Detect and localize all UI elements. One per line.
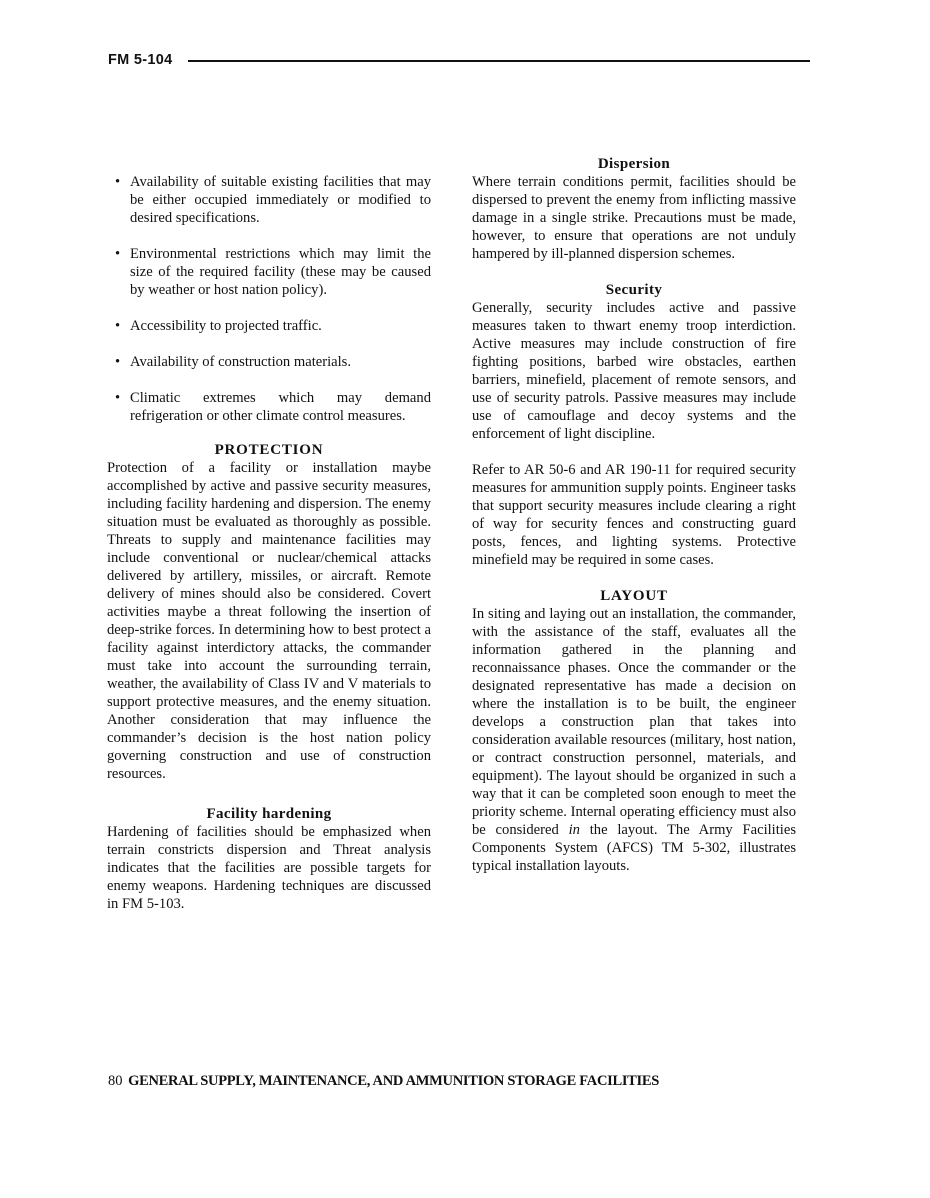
bullet-icon: • bbox=[114, 246, 121, 262]
dispersion-heading: Dispersion bbox=[597, 156, 671, 172]
list-item-text: Availability of suitable existing facilities that may be either occupied immediately or modified to desired specifications. bbox=[130, 174, 431, 226]
chapter-title: GENERAL SUPPLY, MAINTENANCE, AND AMMUNITION STORAGE FACILITIES bbox=[128, 1073, 660, 1089]
list-item bbox=[107, 353, 431, 371]
bullet-icon: • bbox=[114, 390, 121, 406]
list-item-text: Climatic extremes which may demand refrigeration or other climate control measures. bbox=[130, 390, 431, 424]
manual-number: FM 5-104 bbox=[108, 52, 173, 68]
list-item bbox=[107, 173, 431, 227]
page-number: 80 bbox=[108, 1073, 123, 1089]
left-column bbox=[107, 155, 431, 913]
bullet-icon: • bbox=[114, 174, 121, 190]
bullet-icon: • bbox=[114, 354, 121, 370]
layout-paragraph bbox=[472, 605, 796, 875]
protection-paragraph: Protection of a facility or installation maybe accomplished by active and passive security measures, including facility hardening and dispersion. The enemy situation must be evaluated as thoroughly as possible. Threats to supply and maintenance facilities may include conventional or nuclear/chemical attacks delivered by artillery, missiles, or aircraft. Remote delivery of mines should also be considered. Covert activities maybe a threat following the insertion of deep-strike forces. In determining how to best protect a facility against interdictory attacks, the commander must take into account the surrounding terrain, weather, the availability of Class IV and V materials to support protective measures, and the enemy situation. Another consideration that may influence the commander’s decision is the host nation policy governing construction and use of construction resources. bbox=[107, 460, 431, 782]
page-footer bbox=[108, 1073, 659, 1090]
layout-text-part: In siting and laying out an installation, the commander, with the assistance of the staff, evaluates all the information gathered in the planning and reconnaissance phases. Once the commander or the designated representative has made a decision on where the installation is to be built, the engineer develops a construction plan that takes into consideration available resources (military, host nation, or contract construction personnel, materials, and equipment). The layout should be organized in such a way that it can be completed soon enough to meet the priority scheme. Internal operating efficiency must also be considered bbox=[472, 606, 796, 838]
requirements-list bbox=[107, 173, 431, 425]
page-header bbox=[108, 52, 810, 72]
list-item bbox=[107, 245, 431, 299]
security-paragraph: Generally, security includes active and passive measures taken to thwart enemy troop interdiction. Active measures may include construction of fire fighting positions, barbed wire obstacles, earthen barriers, minefield, placement of remote sensors, and use of security patrols. Passive measures may include use of camouflage and decoy systems and the enforcement of light discipline. bbox=[472, 300, 796, 442]
header-rule bbox=[188, 60, 810, 62]
security-refer-paragraph: Refer to AR 50-6 and AR 190-11 for required security measures for ammunition supply points. Engineer tasks that support security measures include clearing a right of way for security fences and constructing guard posts, fences, and lighting systems. Protective minefield may be required in some cases. bbox=[472, 462, 796, 568]
list-item-text: Accessibility to projected traffic. bbox=[130, 318, 322, 334]
list-item bbox=[107, 317, 431, 335]
protection-heading: PROTECTION bbox=[214, 442, 324, 458]
bullet-icon: • bbox=[114, 318, 121, 334]
layout-text-italic: in bbox=[568, 822, 580, 838]
layout-heading: LAYOUT bbox=[600, 588, 668, 604]
facility-hardening-heading: Facility hardening bbox=[206, 806, 332, 822]
dispersion-paragraph: Where terrain conditions permit, facilities should be dispersed to prevent the enemy from inflicting massive damage in a single strike. Precautions must be made, however, to ensure that operations are not unduly hampered by ill-planned dispersion schemes. bbox=[472, 174, 796, 262]
list-item bbox=[107, 389, 431, 425]
list-item-text: Environmental restrictions which may limit the size of the required facility (these may be caused by weather or host nation policy). bbox=[130, 246, 431, 298]
security-heading: Security bbox=[605, 282, 663, 298]
facility-hardening-paragraph: Hardening of facilities should be emphasized when terrain constricts dispersion and Threat analysis indicates that the facilities are possible targets for enemy weapons. Hardening techniques are discussed in FM 5-103. bbox=[107, 824, 431, 912]
right-column bbox=[472, 155, 796, 875]
layout-text-part: the layout. The Army Facilities Components System (AFCS) TM 5-302, illustrates typical installation layouts. bbox=[472, 822, 797, 874]
list-item-text: Availability of construction materials. bbox=[130, 354, 352, 370]
